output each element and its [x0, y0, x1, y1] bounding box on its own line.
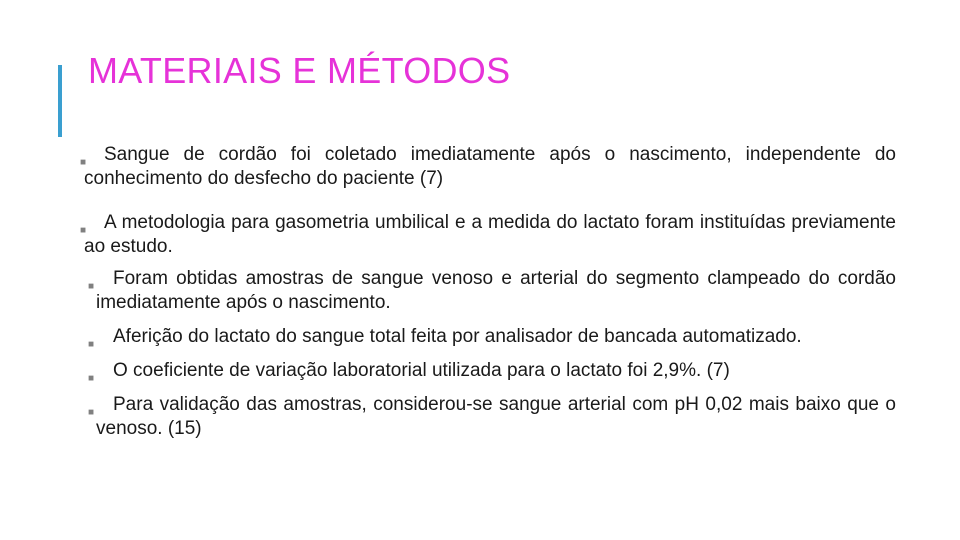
square-bullet-icon: ■: [80, 225, 87, 236]
sub-bullet-item: [80, 393, 896, 441]
bullet-item-text: A metodologia para gasometria umbilical e a medida do lactato foram instituídas previamente ao estudo.: [84, 212, 896, 257]
sub-bullet-item-text: Aferição do lactato do sangue total feita por analisador de bancada automatizado.: [113, 326, 802, 347]
square-bullet-icon: ■: [88, 373, 95, 384]
bullet-item: [80, 211, 896, 259]
square-bullet-icon: ■: [88, 339, 95, 350]
sub-bullet-item-text: O coeficiente de variação laboratorial utilizada para o lactato foi 2,9%. (7): [113, 360, 730, 381]
bullet-item-text: Sangue de cordão foi coletado imediatamente após o nascimento, independente do conhecimento do desfecho do paciente (7): [84, 144, 896, 189]
sub-bullet-item: [80, 267, 896, 315]
square-bullet-icon: ■: [88, 407, 95, 418]
title-accent-line: [58, 65, 62, 137]
slide-content: [80, 143, 896, 451]
sub-bullet-item: [80, 359, 896, 383]
sub-bullet-item-text: Para validação das amostras, considerou-se sangue arterial com pH 0,02 mais baixo que o venoso. (15): [96, 394, 896, 439]
sub-bullet-item: [80, 325, 896, 349]
sub-bullet-item-text: Foram obtidas amostras de sangue venoso e arterial do segmento clampeado do cordão imediatamente após o nascimento.: [96, 268, 896, 313]
bullet-item: [80, 143, 896, 191]
slide-title: MATERIAIS E MÉTODOS: [88, 50, 511, 91]
square-bullet-icon: ■: [88, 281, 95, 292]
square-bullet-icon: ■: [80, 157, 87, 168]
